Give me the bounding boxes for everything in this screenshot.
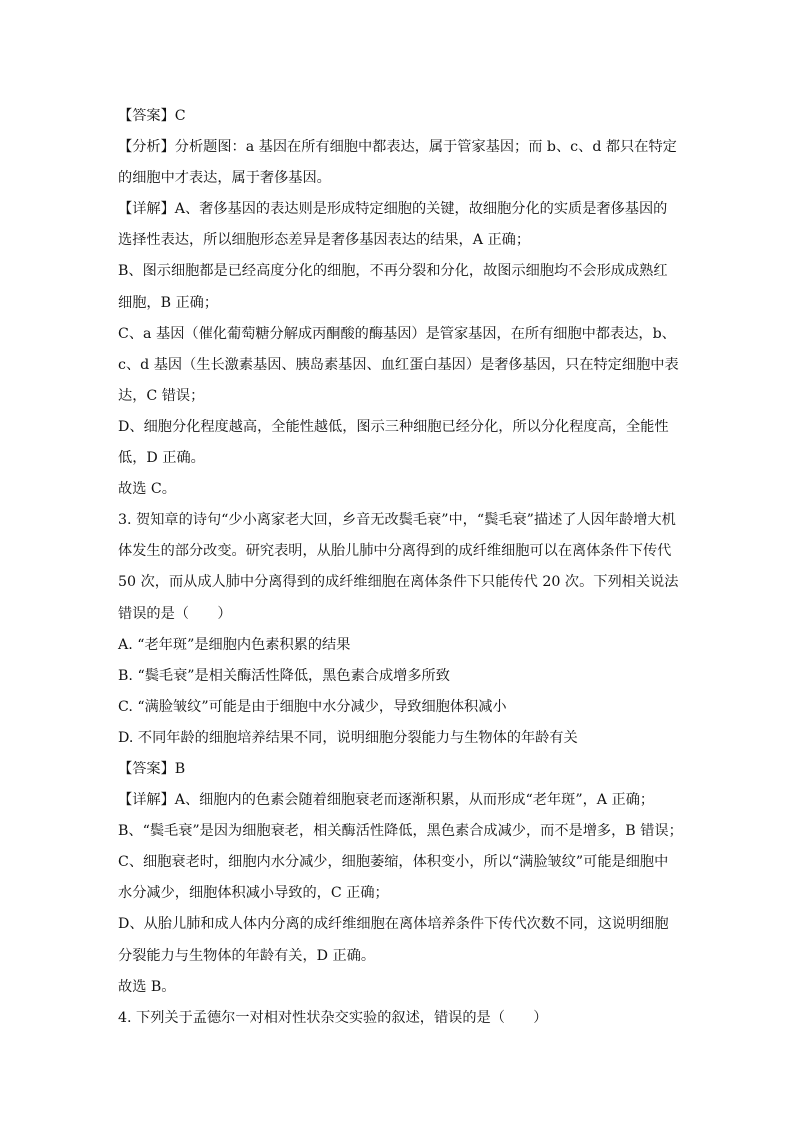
q3-detail-line-5: D、从胎儿肺和成人体内分离的成纤维细胞在离体培养条件下传代次数不同，这说明细胞 — [118, 916, 669, 933]
q3-option-d: D. 不同年龄的细胞培养结果不同，说明细胞分裂能力与生物体的年龄有关 — [118, 729, 578, 746]
q2-detail-line-5: C、a 基因（催化葡萄糖分解成丙酮酸的酶基因）是管家基因，在所有细胞中都表达，b、 — [118, 325, 676, 342]
q3-detail-line-1: 【详解】A、细胞内的色素会随着细胞衰老而逐渐积累，从而形成“老年斑”，A 正确； — [118, 792, 655, 809]
q3-answer: 【答案】B — [118, 760, 186, 777]
q2-conclusion: 故选 C。 — [118, 481, 176, 498]
q2-detail-line-3: B、图示细胞都是已经高度分化的细胞，不再分裂和分化，故图示细胞均不会形成成熟红 — [118, 263, 668, 280]
q3-detail-line-3: C、细胞衰老时，细胞内水分减少，细胞萎缩，体积变小，所以“满脸皱纹”可能是细胞中 — [118, 854, 669, 871]
q3-stem-line-2: 体发生的部分改变。研究表明，从胎儿肺中分离得到的成纤维细胞可以在离体条件下传代 — [118, 543, 672, 560]
q2-detail-line-6: c、d 基因（生长激素基因、胰岛素基因、血红蛋白基因）是奢侈基因，只在特定细胞中表 — [118, 356, 679, 373]
q3-conclusion: 故选 B。 — [118, 978, 176, 995]
q3-option-a: A. “老年斑”是细胞内色素积累的结果 — [118, 636, 351, 653]
q3-stem-line-3: 50 次，而从成人肺中分离得到的成纤维细胞在离体条件下只能传代 20 次。下列相关说法 — [118, 574, 679, 591]
q3-detail-line-6: 分裂能力与生物体的年龄有关，D 正确。 — [118, 947, 376, 964]
document-body — [118, 101, 683, 1034]
q4-stem: 4. 下列关于孟德尔一对相对性状杂交实验的叙述，错误的是（ ） — [118, 1009, 548, 1026]
q2-detail-line-9: 低，D 正确。 — [118, 450, 205, 467]
q2-detail-line-7: 达，C 错误； — [118, 387, 205, 404]
q2-detail-line-4: 细胞，B 正确； — [118, 294, 219, 311]
q3-detail-line-4: 水分减少，细胞体积减小导致的，C 正确； — [118, 885, 389, 902]
q2-detail-line-1: 【详解】A、奢侈基因的表达则是形成特定细胞的关键，故细胞分化的实质是奢侈基因的 — [118, 201, 668, 218]
q2-analysis-line-2: 的细胞中才表达，属于奢侈基因。 — [118, 170, 331, 187]
q3-option-b: B. “鬓毛衰”是相关酶活性降低，黑色素合成增多所致 — [118, 667, 450, 684]
q2-analysis-line-1: 【分析】分析题图：a 基因在所有细胞中都表达，属于管家基因；而 b、c、d 都只在特定 — [118, 139, 677, 156]
q3-stem-line-1: 3. 贺知章的诗句“少小离家老大回，乡音无改鬓毛衰”中，“鬓毛衰”描述了人因年龄增大机 — [118, 512, 676, 529]
q2-detail-line-8: D、细胞分化程度越高，全能性越低，图示三种细胞已经分化，所以分化程度高，全能性 — [118, 418, 669, 435]
q3-detail-line-2: B、“鬓毛衰”是因为细胞衰老，相关酶活性降低，黑色素合成减少，而不是增多，B 错误； — [118, 823, 683, 840]
q2-detail-line-2: 选择性表达，所以细胞形态差异是奢侈基因表达的结果，A 正确； — [118, 232, 531, 249]
q3-stem-line-4: 错误的是（ ） — [118, 605, 232, 622]
q3-option-c: C. “满脸皱纹”可能是由于细胞中水分减少，导致细胞体积减小 — [118, 698, 507, 715]
q2-answer: 【答案】C — [118, 108, 186, 124]
